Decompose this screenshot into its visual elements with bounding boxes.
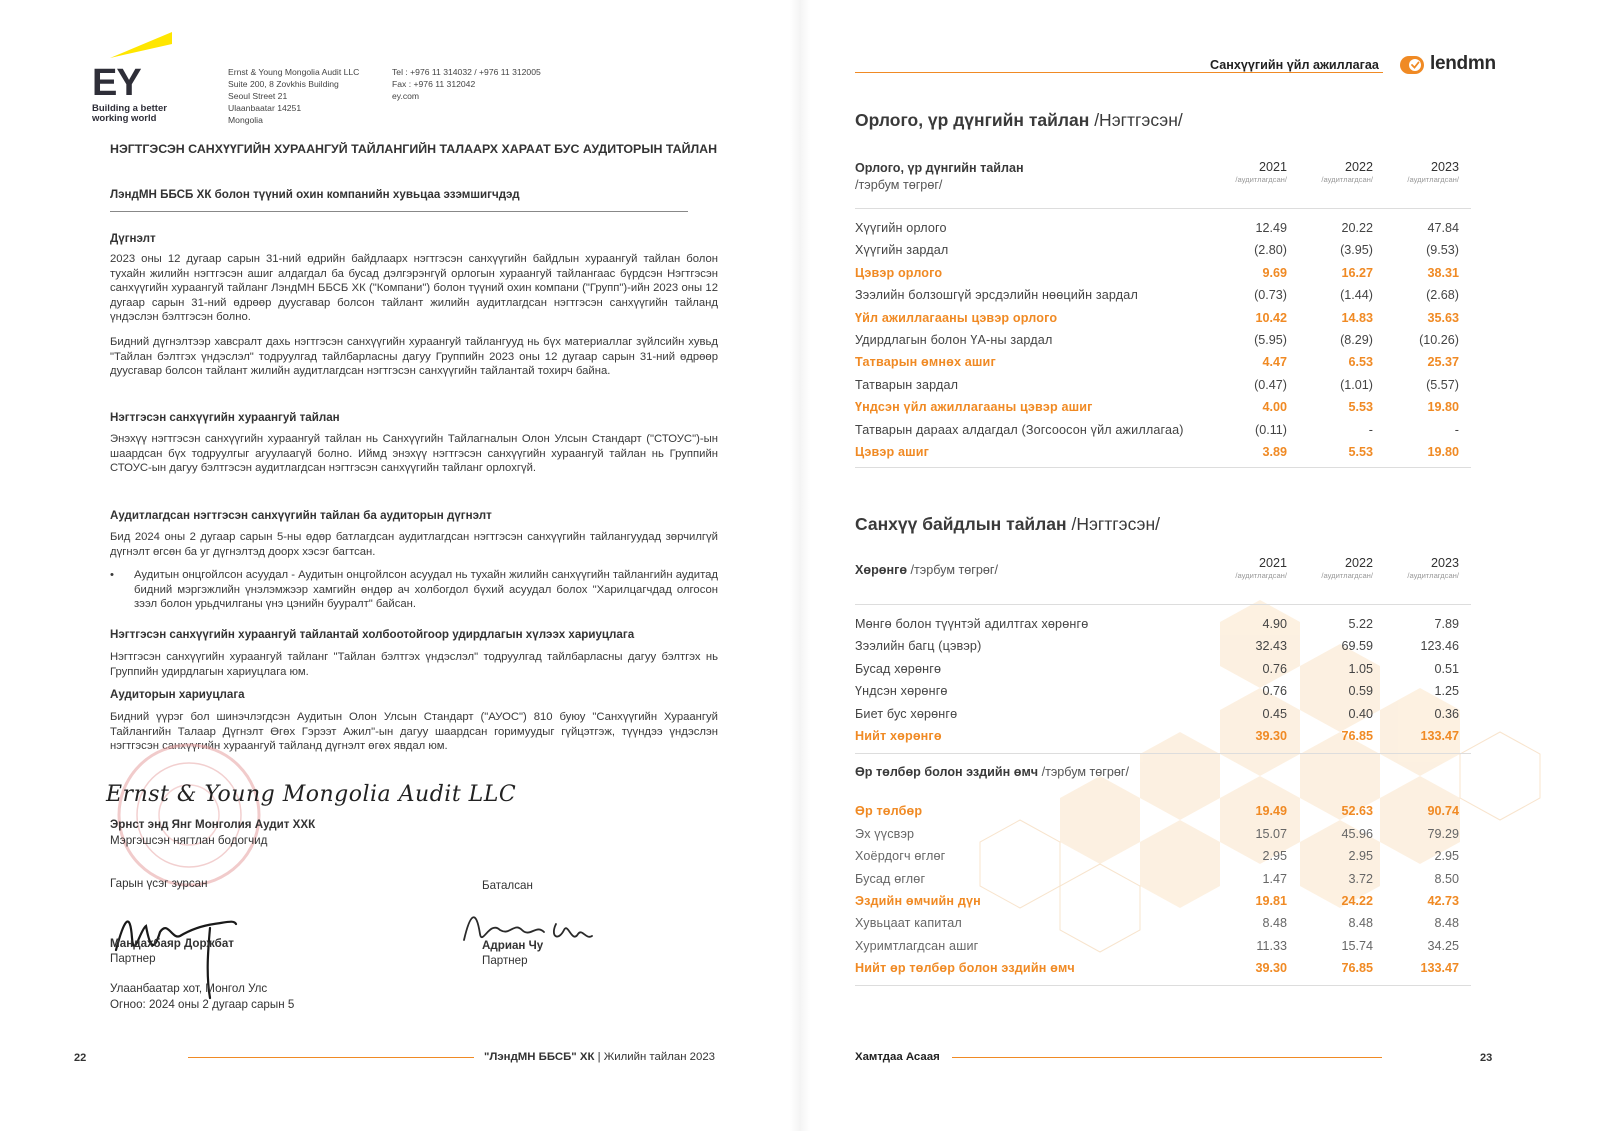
report-addressee: ЛэндМН ББСБ ХК болон түүний охин компанийн хувьцаа эзэмшигчдэд	[110, 188, 520, 201]
row-value: (9.53)	[1426, 243, 1459, 258]
company-stamp-icon	[114, 740, 264, 890]
table-row	[855, 825, 1471, 847]
ey-tagline: Building a better working world	[92, 103, 167, 124]
row-value: (1.01)	[1340, 377, 1373, 392]
row-value: 8.48	[1262, 916, 1287, 931]
section-heading: Нэгтгэсэн санхүүгийн хураангуй тайлантай холбоотойгоор удирдлагын хүлээх хариуцлага	[110, 628, 635, 641]
row-value: 0.59	[1348, 684, 1373, 699]
income-table-header	[855, 160, 1471, 204]
row-value: 69.59	[1341, 639, 1373, 654]
partner2-role: Партнер	[482, 954, 528, 967]
table-row	[855, 331, 1471, 353]
table-row	[855, 443, 1471, 465]
liability-rows	[855, 802, 1471, 981]
row-value: 5.22	[1348, 617, 1373, 631]
row-value: 52.63	[1341, 804, 1373, 819]
footer-title: "ЛэндМН ББСБ" ХК | Жилийн тайлан 2023	[484, 1051, 715, 1063]
row-label: Нийт өр төлбөр болон эздийн өмч	[855, 961, 1075, 976]
report-title: НЭГТГЭСЭН САНХҮҮГИЙН ХУРААНГУЙ ТАЙЛАНГИЙН ТАЛААРХ ХАРААТ БУС АУДИТОРЫН ТАЙЛАН	[110, 142, 718, 156]
row-label: Цэвэр орлого	[855, 265, 943, 280]
signing-city: Улаанбаатар хот, Монгол Улс	[110, 982, 268, 995]
table-row	[855, 637, 1471, 659]
row-value: 123.46	[1420, 639, 1459, 654]
table-row	[855, 870, 1471, 892]
table-row	[855, 727, 1471, 749]
row-value: (10.26)	[1419, 332, 1459, 347]
row-value: 39.30	[1255, 728, 1287, 743]
row-value: 19.80	[1427, 400, 1459, 415]
table-row	[855, 376, 1471, 398]
year-column-2021: 2021 /аудитлагдсан/	[1235, 160, 1287, 184]
row-value: (8.29)	[1340, 332, 1373, 347]
row-value: 45.96	[1341, 826, 1373, 841]
row-value: 4.47	[1262, 355, 1287, 370]
row-value: 9.69	[1262, 265, 1287, 280]
table-row	[855, 847, 1471, 869]
row-value: 11.33	[1256, 938, 1287, 953]
row-value: 3.89	[1262, 444, 1287, 459]
table-rule	[855, 208, 1471, 209]
row-label: Үйл ажиллагааны цэвэр орлого	[855, 310, 1058, 325]
row-label: Бусад өглөг	[855, 871, 926, 886]
signing-date: Огноо: 2024 оны 2 дугаар сарын 5	[110, 998, 295, 1011]
row-value: (2.80)	[1254, 243, 1287, 258]
row-label: Цэвэр ашиг	[855, 444, 930, 459]
row-value: 19.49	[1255, 804, 1287, 819]
table-row	[855, 914, 1471, 936]
row-value: 8.50	[1434, 871, 1459, 886]
table-row	[855, 309, 1471, 331]
paragraph: 2023 оны 12 дугаар сарын 31-ний өдрийн байдлаарх нэгтгэсэн санхүүгийн байдлын хураангуй тайлан болон тухайн жилийн нэгтгэсэн ашиг алдагдал ба бусад дэлгэрэнгүй орлогын хураангуй тайлангаас бүрдсэн Нэгтгэсэн санхүүгийн хураангуй тайланг ЛэндМН ББСБ ХК ("Компани") болон түүний охин компани ("Групп")-ийн 2023 оны 12 дугаар сарын 31-ний өдрөөр дуусгавар болсон тайлант жилийн аудитлагдсан нэгтгэсэн санхүүгийн тайланд үндэслэн бэлтгэсэн болно.	[110, 253, 718, 324]
row-value: 5.53	[1348, 400, 1373, 415]
page-gutter	[790, 0, 810, 1131]
row-value: 4.90	[1262, 617, 1287, 631]
assets-header	[855, 556, 1471, 600]
section-heading: Дүгнэлт	[110, 232, 156, 245]
row-value: (5.95)	[1254, 332, 1287, 347]
liabilities-header	[855, 760, 1471, 802]
row-label: Мөнгө болон түүнтэй адилтгах хөрөнгө	[855, 617, 1089, 631]
table-row	[855, 219, 1471, 241]
row-value: 2.95	[1434, 849, 1459, 864]
row-value: 2.95	[1262, 849, 1287, 864]
row-value: 0.36	[1434, 706, 1459, 721]
footer-slogan: Хамтдаа Асаая	[855, 1051, 940, 1063]
ey-logo	[92, 30, 210, 125]
row-value: 90.74	[1427, 804, 1459, 819]
row-value: 8.48	[1348, 916, 1373, 931]
page-number: 23	[1480, 1052, 1493, 1064]
row-label: Үндсэн үйл ажиллагааны цэвэр ашиг	[855, 400, 1093, 415]
row-label: Зээлийн багц (цэвэр)	[855, 639, 982, 654]
signed-label: Гарын үсэг зурсан	[110, 877, 208, 890]
ey-beam-icon	[110, 32, 174, 60]
divider	[110, 211, 688, 212]
row-value: 15.74	[1341, 938, 1373, 953]
table-rule	[855, 753, 1471, 754]
row-label: Хувьцаат капитал	[855, 916, 962, 931]
row-value: 133.47	[1420, 961, 1459, 976]
row-label: Татварын дараах алдагдал (Зогсоосон үйл ажиллагаа)	[855, 422, 1184, 437]
section-heading: Нэгтгэсэн санхүүгийн хураангуй тайлан	[110, 411, 340, 424]
row-value: 0.51	[1434, 661, 1459, 676]
income-table	[855, 160, 1471, 478]
table-row	[855, 959, 1471, 981]
paragraph: Бид 2024 оны 2 дугаар сарын 5-ны өдөр батлагдсан аудитлагдсан нэгтгэсэн санхүүгийн тайлангуудад зөрчилгүй дүгнэлт өгсөн ба уг дүгнэлтэд доорх хэсэг багтсан.	[110, 531, 718, 558]
row-value: -	[1454, 422, 1459, 437]
section-header-title: Санхүүгийн үйл ажиллагаа	[1210, 58, 1379, 72]
ey-address: Ernst & Young Mongolia Audit LLC Suite 200, 8 Zovkhis Building Seoul Street 21 Ulaanbaatar 14251 Mongolia	[228, 67, 360, 125]
row-label: Татварын зардал	[855, 377, 959, 392]
balance-table	[855, 556, 1471, 996]
row-label: Татварын өмнөх ашиг	[855, 355, 996, 370]
year-column-2022: 2022 /аудитлагдсан/	[1321, 556, 1373, 580]
income-table-label: Орлого, үр дүнгийн тайлан /тэрбум төгрөг/	[855, 161, 1024, 192]
assets-label: Хөрөнгө /тэрбум төгрөг/	[855, 563, 998, 577]
table-row	[855, 353, 1471, 375]
year-column-2023: 2023 /аудитлагдсан/	[1407, 160, 1459, 184]
table-row	[855, 241, 1471, 263]
table-rule	[855, 604, 1471, 605]
row-value: 16.27	[1341, 265, 1373, 280]
row-value: (0.73)	[1254, 288, 1287, 303]
table-row	[855, 705, 1471, 727]
row-value: 42.73	[1427, 893, 1459, 908]
partner2-name: Адриан Чу	[482, 939, 544, 952]
lendmn-logo	[1400, 54, 1500, 80]
year-column-2023: 2023 /аудитлагдсан/	[1407, 556, 1459, 580]
row-value: -	[1368, 422, 1373, 437]
row-label: Хуримтлагдсан ашиг	[855, 938, 979, 953]
row-value: (3.95)	[1340, 243, 1373, 258]
row-value: 20.22	[1341, 221, 1373, 235]
section-heading: Аудиторын хариуцлага	[110, 688, 245, 701]
table-row	[855, 682, 1471, 704]
row-value: 0.45	[1262, 706, 1287, 721]
row-value: 38.31	[1427, 265, 1459, 280]
footer-rule	[952, 1057, 1382, 1058]
row-value: 1.25	[1434, 684, 1459, 699]
table-row	[855, 937, 1471, 959]
income-rows	[855, 219, 1471, 465]
table-row	[855, 892, 1471, 914]
ey-logo-letters: EY	[92, 62, 141, 104]
row-label: Эх үүсвэр	[855, 826, 915, 841]
row-label: Хүүгийн зардал	[855, 243, 949, 258]
row-value: 39.30	[1255, 961, 1287, 976]
row-value: 2.95	[1348, 849, 1373, 864]
table-row	[855, 802, 1471, 824]
table-row	[855, 264, 1471, 286]
row-value: 8.48	[1434, 916, 1459, 931]
table-row	[855, 286, 1471, 308]
table-rule	[855, 985, 1471, 986]
paragraph: Бидний үүрэг бол шинэчлэгдсэн Аудитын Олон Улсын Стандарт ("АУОС") 810 буюу "Санхүүгийн Хураангуй Тайлангийн Талаар Дүгнэлт Өгөх Гэрээт Ажил"-ын дагуу шаардсан горимуудыг гүйцэтгэж, түүндээ үндэслэн нэгтгэсэн санхүүгийн хураангуй тайланд дүгнэлт өгөх явдал юм.	[110, 711, 718, 753]
lendmn-logo-icon	[1400, 56, 1424, 74]
table-row	[855, 660, 1471, 682]
row-value: 15.07	[1255, 826, 1287, 841]
liabilities-label: Өр төлбөр болон эздийн өмч /тэрбум төгрөг/	[855, 765, 1130, 780]
row-label: Хоёрдогч өглөг	[855, 849, 946, 864]
bullet-item: • Аудитын онцгойлсон асуудал - Аудитын онцгойлсон асуудал нь тухайн жилийн санхүүгийн тайлангийн аудитад бидний мэргэжлийн үнэлэмжээр хамгийн өндөр ач холбогдол бүхий асуудал болох "Харилцагчдад олгосон зээл болон урьдчилганы үнэ цэнийн бууралт" байсан.	[110, 568, 718, 612]
firm-name: Эрнст энд Янг Монголия Аудит ХХК	[110, 818, 316, 831]
partner1-role: Партнер	[110, 952, 156, 965]
row-value: 14.83	[1341, 310, 1373, 325]
firm-signature-script: Ernst & Young Mongolia Audit LLC	[106, 782, 517, 807]
row-label: Хүүгийн орлого	[855, 221, 947, 235]
row-value: (0.47)	[1254, 377, 1287, 392]
row-label: Бусад хөрөнгө	[855, 661, 942, 676]
income-statement-title: Орлого, үр дүнгийн тайлан /Нэгтгэсэн/	[855, 110, 1183, 130]
row-value: 34.25	[1427, 938, 1459, 953]
page-number: 22	[74, 1052, 87, 1064]
row-label: Зээлийн болзошгүй эрсдэлийн нөөцийн зардал	[855, 288, 1138, 303]
row-value: 12.49	[1255, 221, 1287, 235]
paragraph: Нэгтгэсэн санхүүгийн хураангуй тайланг "Тайлан бэлтгэх үндэслэл" тодруулгад тайлбарласны дагуу бэлтгэх нь Группийн удирдлагын хариуцлага юм.	[110, 651, 718, 678]
table-row	[855, 398, 1471, 420]
row-value: 7.89	[1434, 617, 1459, 631]
row-value: 1.47	[1262, 871, 1287, 886]
row-value: 47.84	[1427, 221, 1459, 235]
paragraph: Бидний дүгнэлтээр хавсралт дахь нэгтгэсэн санхүүгийн хураангуй тайлангууд нь бүх материаллаг зүйлсийн хувьд "Тайлан бэлтгэх үндэслэл" тодруулгад тайлбарласны дагуу Группийн 2023 оны 12 дугаар сарын 31-ний өдрөөр дуусгавар болсон тайлант жилийн аудитлагдсан нэгтгэсэн санхүүгийн тайлантай тохирч байна.	[110, 336, 718, 378]
row-value: (0.11)	[1255, 422, 1287, 437]
row-value: 35.63	[1427, 310, 1459, 325]
row-value: 79.29	[1427, 826, 1459, 841]
row-value: 19.81	[1255, 893, 1287, 908]
row-value: 0.76	[1262, 684, 1287, 699]
ey-contact: Tel : +976 11 314032 / +976 11 312005 Fax : +976 11 312042 ey.com	[392, 67, 541, 101]
row-value: 10.42	[1255, 310, 1287, 325]
lendmn-logo-text: lendmn	[1430, 53, 1496, 74]
row-value: 4.00	[1262, 400, 1287, 415]
row-value: (1.44)	[1340, 288, 1373, 303]
row-label: Нийт хөрөнгө	[855, 728, 942, 743]
table-row	[855, 615, 1471, 637]
row-value: 76.85	[1341, 961, 1373, 976]
table-row	[855, 421, 1471, 443]
left-page	[0, 0, 790, 1131]
header-rule	[855, 72, 1383, 73]
row-value: 5.53	[1348, 444, 1373, 459]
row-value: 3.72	[1348, 871, 1373, 886]
approved-label: Баталсан	[482, 879, 533, 892]
asset-rows	[855, 615, 1471, 749]
year-column-2022: 2022 /аудитлагдсан/	[1321, 160, 1373, 184]
section-heading: Аудитлагдсан нэгтгэсэн санхүүгийн тайлан ба аудиторын дүгнэлт	[110, 509, 492, 522]
row-label: Эздийн өмчийн дүн	[855, 893, 981, 908]
row-value: 24.22	[1341, 893, 1373, 908]
partner1-name: Мандахбаяр Доржбат	[110, 937, 234, 950]
row-value: 76.85	[1341, 728, 1373, 743]
firm-role: Мэргэшсэн нягтлан бодогчид	[110, 834, 268, 847]
row-value: 32.43	[1255, 639, 1287, 654]
table-rule	[855, 467, 1471, 468]
row-value: (5.57)	[1426, 377, 1459, 392]
row-value: 0.40	[1348, 706, 1373, 721]
right-page	[810, 0, 1600, 1131]
row-value: 0.76	[1262, 661, 1287, 676]
paragraph: Энэхүү нэгтгэсэн санхүүгийн хураангуй тайлан нь Санхүүгийн Тайлагналын Олон Улсын Стандарт ("СТОУС")-ын шаардсан бүх тодруулгыг агуулаагүй болно. Иймд энэхүү нэгтгэсэн санхүүгийн хураангуй тайлан нь Группийн СТОУС-ын дагуу бэлтгэсэн аудитлагдсан нэгтгэсэн санхүүгийн тайланг орлохгүй.	[110, 433, 718, 475]
row-label: Биет бус хөрөнгө	[855, 706, 958, 721]
row-value: 6.53	[1348, 355, 1373, 370]
row-value: 19.80	[1427, 444, 1459, 459]
row-label: Үндсэн хөрөнгө	[855, 684, 948, 699]
row-value: 1.05	[1348, 661, 1373, 676]
row-value: (2.68)	[1426, 288, 1459, 303]
row-label: Өр төлбөр	[855, 804, 923, 819]
row-label: Удирдлагын болон ҮА-ны зардал	[855, 332, 1053, 347]
balance-sheet-title: Санхүү байдлын тайлан /Нэгтгэсэн/	[855, 514, 1161, 534]
year-column-2021: 2021 /аудитлагдсан/	[1235, 556, 1287, 580]
row-value: 133.47	[1420, 728, 1459, 743]
row-value: 25.37	[1427, 355, 1459, 370]
footer-rule	[188, 1057, 474, 1058]
